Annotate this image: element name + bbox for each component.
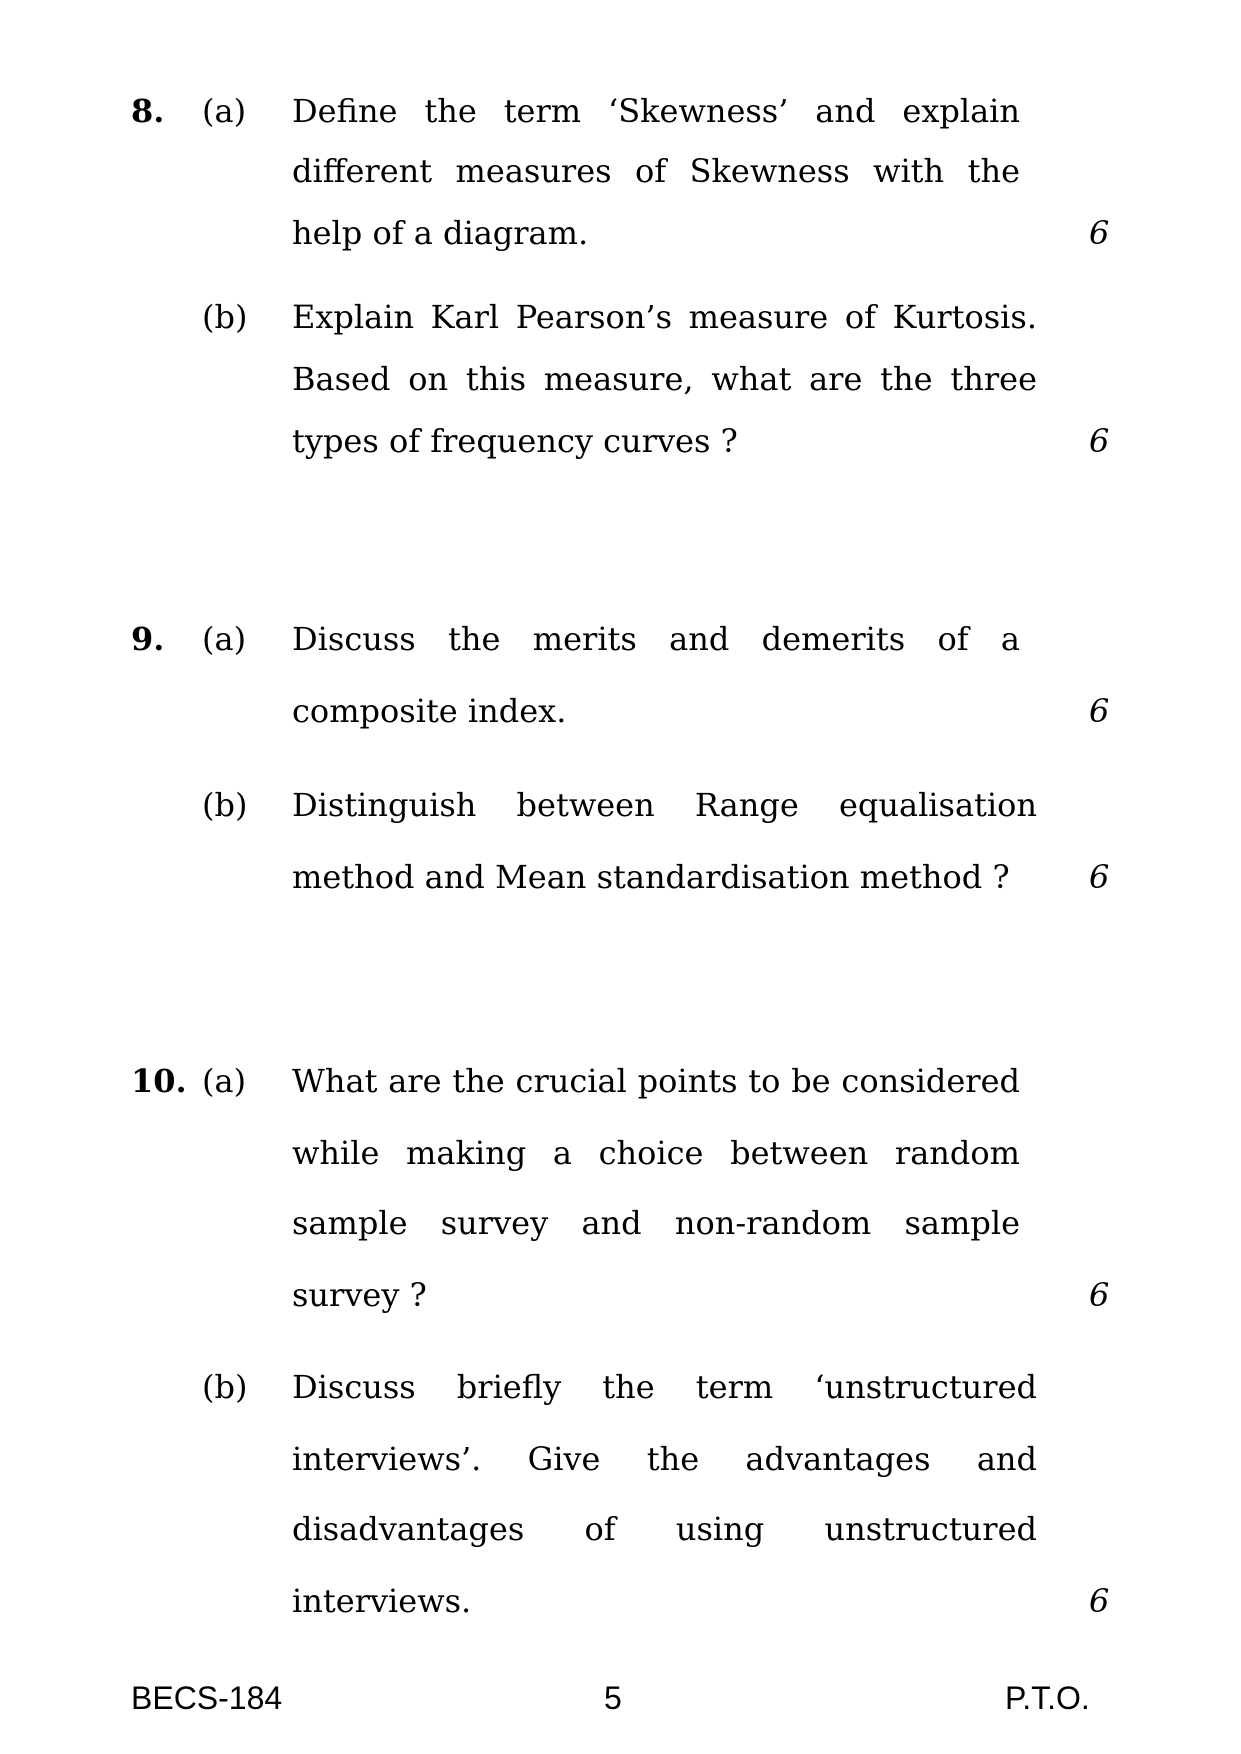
marks: 6	[1089, 214, 1110, 252]
marks: 6	[1089, 692, 1110, 730]
marks: 6	[1089, 1582, 1110, 1620]
question-text-line: interviews’. Give the advantages and	[292, 1440, 1037, 1478]
question-number: 8.	[131, 92, 165, 130]
question-number: 9.	[131, 620, 165, 658]
pto-label: P.T.O.	[1005, 1680, 1090, 1716]
question-text-line: Distinguish between Range equalisation	[292, 786, 1037, 824]
question-text-line: Define the term ‘Skewness’ and explain	[292, 92, 1020, 130]
part-label: (b)	[202, 298, 248, 336]
question-text-line: while making a choice between random	[292, 1134, 1020, 1172]
question-text-line: Explain Karl Pearson’s measure of Kurtosis.	[292, 298, 1037, 336]
question-text-line: help of a diagram.	[292, 214, 589, 252]
question-text-line: interviews.	[292, 1582, 472, 1620]
page-number: 5	[604, 1680, 622, 1716]
question-text-line: What are the crucial points to be considered	[292, 1062, 1020, 1100]
question-text-line: composite index.	[292, 692, 567, 730]
question-number: 10.	[131, 1062, 187, 1100]
question-text-line: different measures of Skewness with the	[292, 152, 1020, 190]
question-text-line: Discuss briefly the term ‘unstructured	[292, 1368, 1037, 1406]
question-text-line: method and Mean standardisation method ?	[292, 858, 1010, 896]
marks: 6	[1089, 1276, 1110, 1314]
question-text-line: survey ?	[292, 1276, 427, 1314]
question-text-line: Discuss the merits and demerits of a	[292, 620, 1020, 658]
question-text-line: types of frequency curves ?	[292, 422, 738, 460]
part-label: (a)	[202, 1062, 247, 1100]
question-text-line: Based on this measure, what are the three	[292, 360, 1037, 398]
part-label: (a)	[202, 92, 247, 130]
question-text-line: disadvantages of using unstructured	[292, 1510, 1037, 1548]
marks: 6	[1089, 858, 1110, 896]
part-label: (b)	[202, 1368, 248, 1406]
marks: 6	[1089, 422, 1110, 460]
part-label: (b)	[202, 786, 248, 824]
part-label: (a)	[202, 620, 247, 658]
question-text-line: sample survey and non-random sample	[292, 1204, 1020, 1242]
course-code: BECS-184	[131, 1680, 283, 1716]
